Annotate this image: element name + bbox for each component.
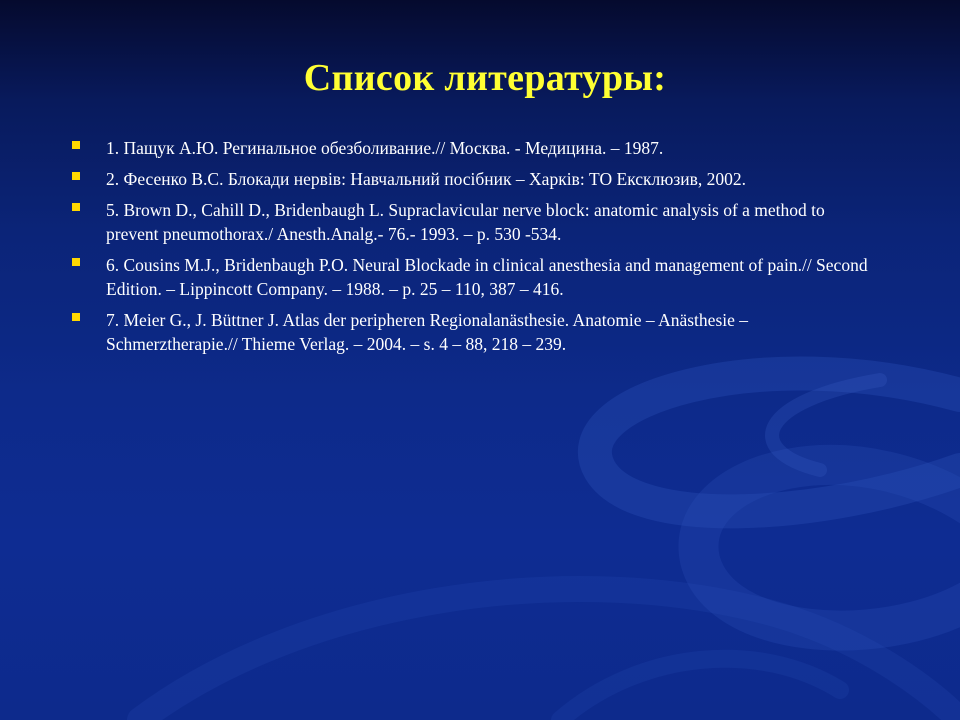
square-bullet-icon bbox=[72, 203, 80, 211]
slide-title: Список литературы: bbox=[303, 57, 667, 99]
reference-item bbox=[70, 198, 880, 246]
reference-item bbox=[70, 253, 880, 301]
square-bullet-icon bbox=[72, 141, 80, 149]
reference-text: 2. Фесенко В.С. Блокади нервів: Навчальний посібник – Харків: ТО Ексклюзив, 2002. bbox=[106, 169, 747, 189]
reference-text: 1. Пащук А.Ю. Регинальное обезболивание.// Москва. - Медицина. – 1987. bbox=[106, 138, 664, 158]
reference-text: 5. Brown D., Cahill D., Bridenbaugh L. Supraclavicular nerve block: anatomic analysis of a method to prevent pneumothorax./ Anesth.Analg.- 76.- 1993. – p. 530 -534. bbox=[106, 200, 825, 244]
square-bullet-icon bbox=[72, 313, 80, 321]
reference-item bbox=[70, 308, 880, 356]
reference-item bbox=[70, 136, 880, 160]
swirl-stroke bbox=[140, 589, 960, 720]
swirl-stroke bbox=[560, 659, 840, 720]
reference-text: 6. Cousins M.J., Bridenbaugh P.O. Neural Blockade in clinical anesthesia and management of pain.// Second Edition. – Lippincott Company. – 1988. – p. 25 – 110, 387 – 416. bbox=[106, 255, 868, 299]
reference-item bbox=[70, 167, 880, 191]
square-bullet-icon bbox=[72, 258, 80, 266]
reference-list bbox=[70, 136, 880, 363]
reference-text: 7. Meier G., J. Büttner J. Atlas der peripheren Regionalanästhesie. Anatomie – Anästhesie – Schmerztherapie.// Thieme Verlag. – 2004. – s. 4 – 88, 218 – 239. bbox=[106, 310, 749, 354]
square-bullet-icon bbox=[72, 172, 80, 180]
